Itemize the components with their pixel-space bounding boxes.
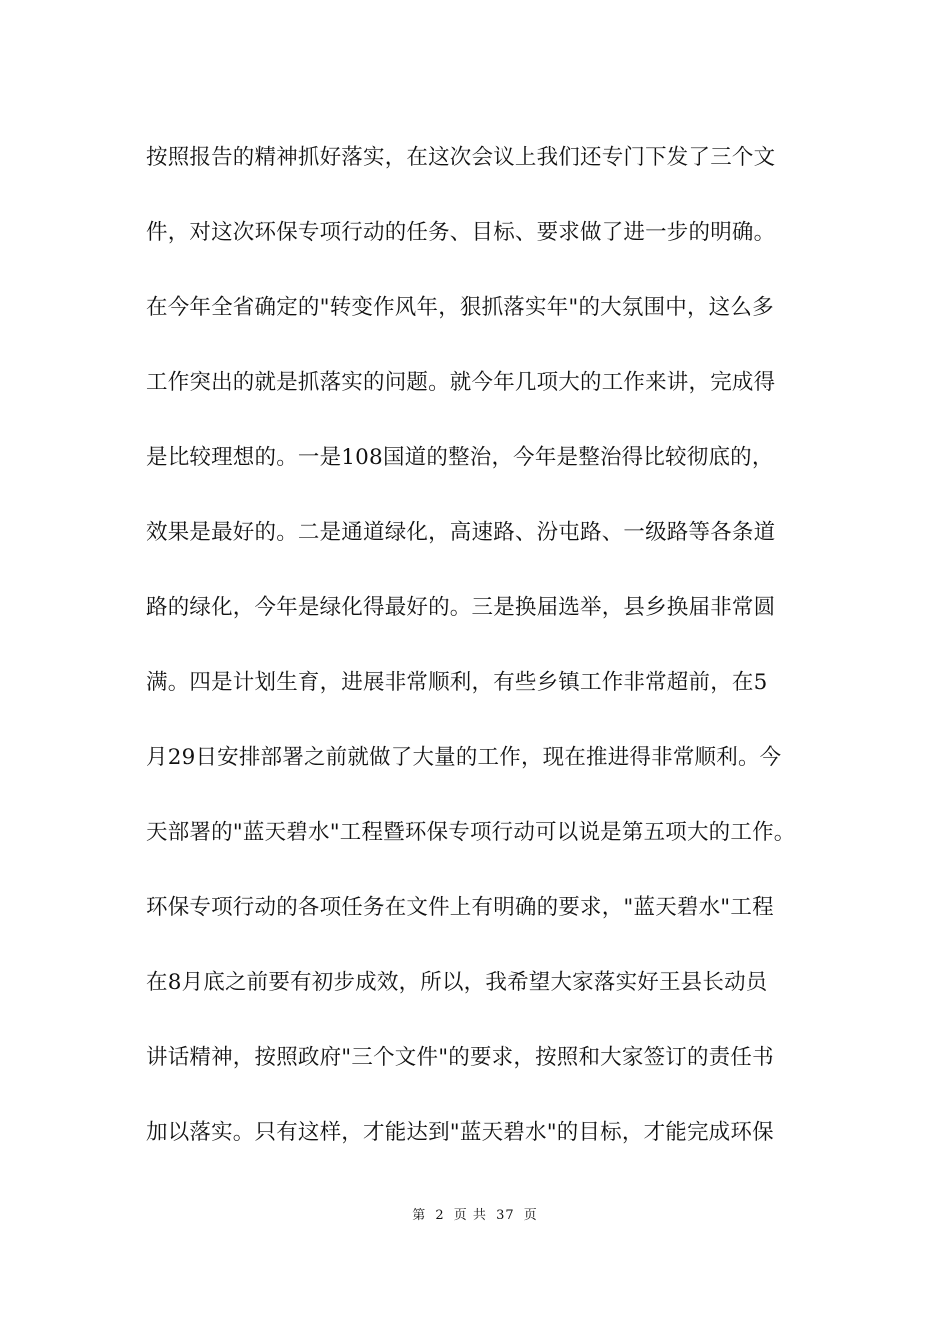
text-line: 是比较理想的。一是108国道的整治，今年是整治得比较彻底的， bbox=[146, 445, 774, 470]
text-line: 工作突出的就是抓落实的问题。就今年几项大的工作来讲，完成得 bbox=[146, 370, 776, 395]
footer-prefix: 第 bbox=[412, 1208, 427, 1223]
body-text bbox=[146, 137, 826, 1187]
text-line: 效果是最好的。二是通道绿化，高速路、汾屯路、一级路等各条道 bbox=[146, 520, 776, 545]
text-line: 按照报告的精神抓好落实，在这次会议上我们还专门下发了三个文 bbox=[146, 145, 776, 170]
text-line: 月29日安排部署之前就做了大量的工作，现在推进得非常顺利。今 bbox=[146, 745, 782, 770]
text-line: 满。四是计划生育，进展非常顺利，有些乡镇工作非常超前，在5 bbox=[146, 670, 768, 695]
text-line: 件，对这次环保专项行动的任务、目标、要求做了进一步的明确。 bbox=[146, 220, 776, 245]
current-page-number: 2 bbox=[435, 1208, 445, 1223]
footer-middle: 页 共 bbox=[453, 1208, 487, 1223]
text-line: 环保专项行动的各项任务在文件上有明确的要求，"蓝天碧水"工程 bbox=[146, 895, 774, 920]
text-line: 天部署的"蓝天碧水"工程暨环保专项行动可以说是第五项大的工作。 bbox=[146, 820, 796, 845]
footer-suffix: 页 bbox=[523, 1208, 538, 1223]
text-line: 在今年全省确定的"转变作风年，狠抓落实年"的大氛围中，这么多 bbox=[146, 295, 774, 320]
text-line: 讲话精神，按照政府"三个文件"的要求，按照和大家签订的责任书 bbox=[146, 1045, 774, 1070]
text-line: 加以落实。只有这样，才能达到"蓝天碧水"的目标，才能完成环保 bbox=[146, 1120, 774, 1145]
text-line: 路的绿化，今年是绿化得最好的。三是换届选举，县乡换届非常圆 bbox=[146, 595, 776, 620]
page-footer bbox=[0, 1207, 950, 1225]
text-line: 在8月底之前要有初步成效，所以，我希望大家落实好王县长动员 bbox=[146, 970, 768, 995]
total-page-count: 37 bbox=[496, 1208, 515, 1223]
